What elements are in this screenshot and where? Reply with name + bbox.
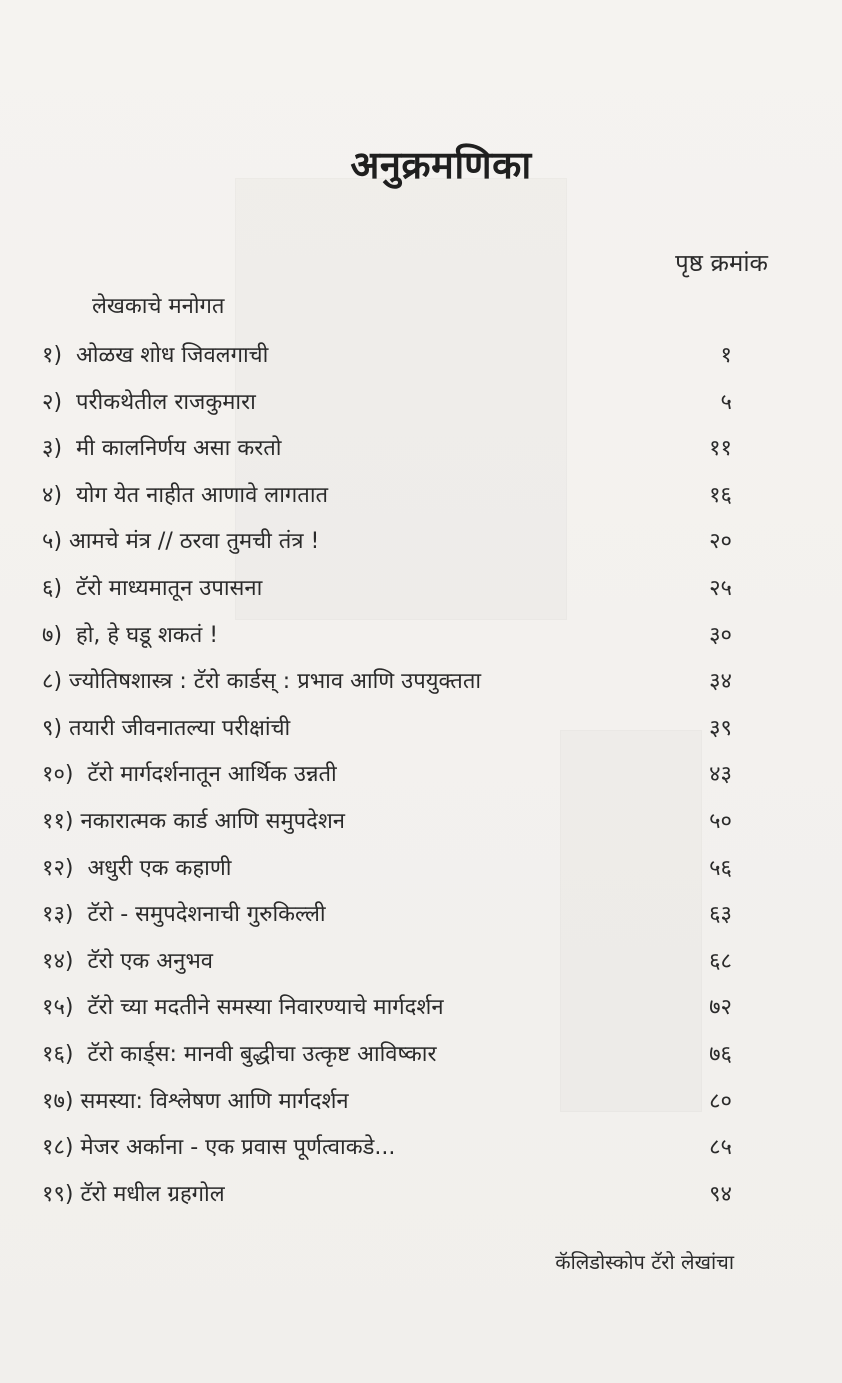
toc-entry-number: १४) (42, 948, 74, 974)
toc-entry-page: ८५ (709, 1135, 732, 1161)
toc-entry-title (42, 802, 345, 842)
toc-entry-number: १०) (42, 762, 74, 788)
toc-entry-label: समस्या: विश्लेषण आणि मार्गदर्शन (80, 1088, 349, 1114)
toc-entry-label: नकारात्मक कार्ड आणि समुपदेशन (80, 808, 346, 834)
toc-entry-page: ७२ (709, 995, 732, 1021)
toc-entry-page: ८० (709, 1088, 732, 1114)
toc-preface: लेखकाचे मनोगत (92, 294, 225, 319)
toc-row (42, 1035, 732, 1082)
toc-entry-label: टॅरो एक अनुभव (87, 948, 214, 974)
toc-entry-gap (62, 436, 76, 461)
toc-row (42, 988, 732, 1035)
toc-entry-title (42, 569, 262, 609)
toc-entry-number: १९) (42, 1181, 74, 1207)
toc-row (42, 895, 732, 942)
toc-entry-page: १ (720, 343, 732, 368)
toc-entry-title (42, 1128, 395, 1168)
toc-entry-gap (62, 669, 69, 694)
toc-entry-title (42, 1175, 225, 1215)
toc-entry-number: १८) (42, 1135, 74, 1161)
toc-entry-gap (62, 483, 76, 508)
page-title: अनुक्रमणिका (350, 143, 532, 187)
toc-entry-title (42, 476, 328, 516)
toc-entry-number: ३) (42, 436, 63, 462)
toc-entry-title (42, 755, 337, 795)
toc-entry-label: योग येत नाहीत आणावे लागतात (76, 482, 329, 508)
toc-entry-label: टॅरो च्या मदतीने समस्या निवारण्याचे मार्गदर्शन (87, 995, 444, 1021)
toc-entry-title (42, 1035, 436, 1075)
toc-entry-page: ३० (709, 622, 732, 648)
toc-row (42, 1128, 732, 1175)
toc-entry-number: १५) (42, 995, 74, 1021)
toc-row (42, 755, 732, 802)
toc-row (42, 709, 732, 756)
toc-row (42, 942, 732, 989)
toc-row (42, 383, 732, 430)
toc-entry-gap (62, 529, 69, 554)
toc-entry-label: टॅरो माध्यमातून उपासना (76, 575, 263, 601)
toc-entry-gap (62, 576, 76, 601)
toc-entry-number: ११) (42, 808, 74, 834)
toc-entry-page: ५६ (709, 855, 732, 881)
toc-row (42, 476, 732, 523)
toc-entry-number: १७) (42, 1088, 74, 1114)
toc-entry-number: १) (42, 343, 63, 368)
toc-row (42, 569, 732, 616)
toc-entry-label: टॅरो - समुपदेशनाची गुरुकिल्ली (87, 902, 326, 928)
page-number-header: पृष्ठ क्रमांक (675, 249, 768, 277)
toc-entry-number: ७) (42, 622, 63, 648)
toc-entry-gap (73, 762, 87, 787)
toc-entry-page: २० (709, 529, 732, 555)
toc-entry-title (42, 429, 281, 469)
toc-row (42, 1175, 732, 1222)
toc-entry-page: ७६ (709, 1041, 732, 1067)
toc-entry-title (42, 895, 326, 935)
toc-entry-title (42, 522, 319, 562)
toc-entry-label: ओळख शोध जिवलगाची (76, 343, 269, 368)
toc-entry-title (42, 942, 213, 982)
toc-entry-number: ६) (42, 575, 63, 601)
toc-entry-number: ४) (42, 482, 63, 508)
toc-entry-title (42, 336, 268, 376)
toc-entry-number: ५) (42, 529, 63, 555)
toc-entry-page: २५ (709, 575, 732, 601)
toc-entry-title (42, 662, 481, 702)
toc-entry-number: १६) (42, 1041, 74, 1067)
toc-entry-title (42, 709, 290, 749)
toc-row (42, 849, 732, 896)
toc-row (42, 1082, 732, 1129)
toc-entry-page: ६८ (709, 948, 732, 974)
toc-entry-label: आमचे मंत्र // ठरवा तुमची तंत्र ! (69, 529, 320, 555)
toc-entry-page: १६ (709, 482, 732, 508)
toc-entry-label: टॅरो मधील ग्रहगोल (80, 1181, 225, 1207)
toc-entry-gap (73, 995, 87, 1020)
toc-entry-title (42, 616, 218, 656)
toc-entry-gap (62, 343, 76, 368)
toc-entry-title (42, 1082, 349, 1122)
toc-entry-gap (62, 390, 76, 415)
toc-entry-gap (73, 856, 87, 881)
toc-entry-gap (73, 1042, 87, 1067)
toc-entry-page: ९४ (709, 1181, 732, 1207)
toc-row (42, 802, 732, 849)
toc-row (42, 336, 732, 383)
toc-entry-number: ९) (42, 715, 63, 741)
toc-entry-number: ८) (42, 669, 63, 695)
toc-entry-label: टॅरो कार्ड्स: मानवी बुद्धीचा उत्कृष्ट आविष्कार (87, 1041, 437, 1067)
toc-entry-label: तयारी जीवनातल्या परीक्षांची (69, 715, 291, 741)
toc-entry-page: ३९ (709, 715, 732, 741)
toc-entry-title (42, 988, 444, 1028)
toc-entry-page: ४३ (709, 762, 732, 788)
toc-entry-page: ११ (709, 436, 732, 462)
toc-entry-number: १३) (42, 902, 74, 928)
toc-entry-title (42, 383, 256, 423)
toc-entry-label: हो, हे घडू शकतं ! (76, 622, 219, 648)
toc-row (42, 429, 732, 476)
toc-row (42, 522, 732, 569)
toc-entry-page: ६३ (709, 902, 732, 928)
toc-entry-label: परीकथेतील राजकुमारा (76, 389, 256, 415)
toc-entry-gap (73, 902, 87, 927)
toc-entry-gap (73, 949, 87, 974)
toc-entry-label: टॅरो मार्गदर्शनातून आर्थिक उन्नती (87, 762, 337, 788)
table-of-contents (42, 336, 732, 1221)
toc-entry-label: अधुरी एक कहाणी (87, 855, 232, 881)
toc-entry-number: १२) (42, 855, 74, 881)
toc-entry-label: मेजर अर्काना - एक प्रवास पूर्णत्वाकडे... (80, 1135, 396, 1161)
toc-entry-gap (62, 716, 69, 741)
toc-entry-number: २) (42, 389, 63, 415)
toc-entry-label: ज्योतिषशास्त्र : टॅरो कार्डस् : प्रभाव आणि उपयुक्तता (69, 669, 482, 695)
toc-entry-page: ३४ (709, 669, 732, 695)
toc-entry-title (42, 849, 231, 889)
toc-entry-page: ५ (720, 389, 732, 415)
toc-entry-label: मी कालनिर्णय असा करतो (76, 436, 282, 462)
footer-text: कॅलिडोस्कोप टॅरो लेखांचा (555, 1250, 734, 1274)
toc-entry-page: ५० (709, 808, 732, 834)
toc-row (42, 662, 732, 709)
toc-entry-gap (62, 623, 76, 648)
toc-row (42, 616, 732, 663)
